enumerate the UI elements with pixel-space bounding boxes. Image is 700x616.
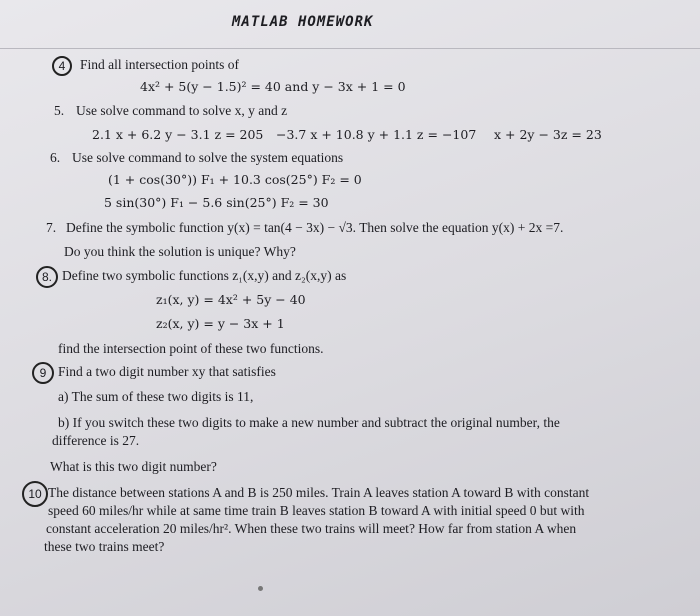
- problem-8-equation-1: z₁(x, y) = 4x² + 5y − 40: [156, 292, 306, 307]
- problem-9-part-a: a) The sum of these two digits is 11,: [58, 389, 254, 404]
- problem-6-text: Use solve command to solve the system equations: [72, 150, 344, 165]
- problem-8-text: Define two symbolic functions z₁(x,y) and z₂(x,y) as: [62, 268, 347, 283]
- problem-10-line-4: these two trains meet?: [44, 539, 165, 554]
- problem-4-text: Find all intersection points of: [80, 57, 239, 72]
- paper-dot-mark: [258, 586, 263, 591]
- problem-5-equation-2: −3.7 x + 10.8 y + 1.1 z = −107: [276, 127, 477, 142]
- problem-9-question: What is this two digit number?: [50, 459, 217, 474]
- problem-8-circled-number: 8.: [36, 266, 58, 288]
- problem-6-number: 6.: [50, 150, 61, 165]
- problem-10-line-1: The distance between stations A and B is 250 miles. Train A leaves station A toward B with constant: [48, 485, 590, 500]
- problem-9-part-b-line-2: difference is 27.: [52, 433, 140, 448]
- problem-9-part-b-line-1: b) If you switch these two digits to make a new number and subtract the original number, the: [58, 415, 560, 430]
- problem-5-number: 5.: [54, 103, 65, 118]
- problem-7-question: Do you think the solution is unique? Why?: [64, 244, 296, 259]
- problem-5-equation-3: x + 2y − 3z = 23: [494, 127, 602, 142]
- problem-5-equation-1: 2.1 x + 6.2 y − 3.1 z = 205: [92, 127, 264, 142]
- problem-6-equation-2: 5 sin(30°) F₁ − 5.6 sin(25°) F₂ = 30: [104, 195, 329, 210]
- problem-8-equation-2: z₂(x, y) = y − 3x + 1: [156, 316, 285, 331]
- problem-10-line-3: constant acceleration 20 miles/hr². When these two trains will meet? How far from station A when: [46, 521, 577, 536]
- problem-10-circled-number: 10: [22, 481, 48, 507]
- problem-7-number: 7.: [46, 220, 57, 235]
- problem-4-equation: 4x² + 5(y − 1.5)² = 40 and y − 3x + 1 = 0: [140, 79, 406, 94]
- problem-8-followup: find the intersection point of these two functions.: [58, 341, 324, 356]
- problem-9-text: Find a two digit number xy that satisfies: [58, 364, 276, 379]
- page-title: MATLAB HOMEWORK: [232, 14, 374, 30]
- problem-4-circled-number: 4: [52, 56, 72, 76]
- problem-5-text: Use solve command to solve x, y and z: [76, 103, 288, 118]
- problem-7-text: Define the symbolic function y(x) = tan(4 − 3x) − √3. Then solve the equation y(x) + 2x =7.: [66, 220, 564, 235]
- ruled-line: [0, 48, 700, 49]
- problem-10-line-2: speed 60 miles/hr while at same time train B leaves station B toward A with initial speed 0 but with: [48, 503, 585, 518]
- problem-9-circled-number: 9: [32, 362, 54, 384]
- problem-6-equation-1: (1 + cos(30°)) F₁ + 10.3 cos(25°) F₂ = 0: [108, 172, 362, 187]
